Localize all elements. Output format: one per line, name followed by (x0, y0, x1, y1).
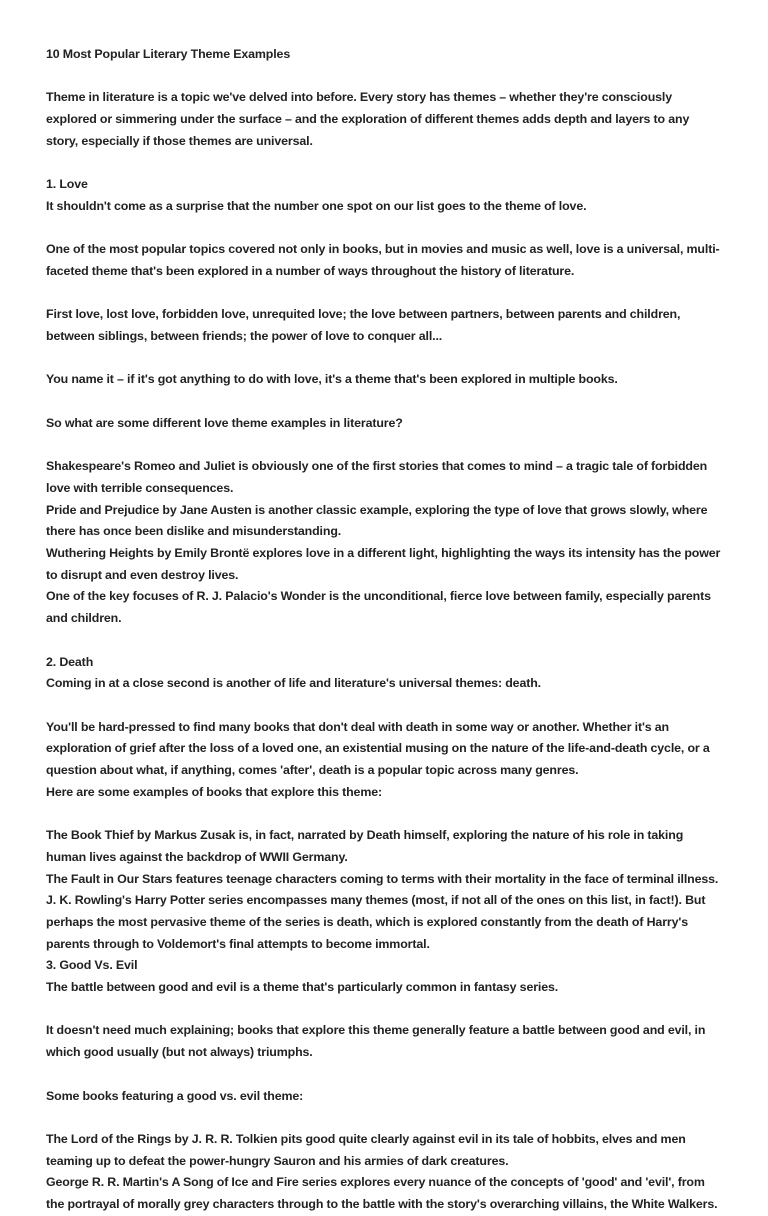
paragraph-love-popular-topics (46, 239, 724, 282)
paragraph-gap (46, 803, 724, 825)
paragraph-gap (46, 1107, 724, 1129)
list-good-evil-examples (46, 1129, 724, 1216)
section-lead: Coming in at a close second is another of life and literature's universal themes: death. (46, 676, 541, 691)
page-title: 10 Most Popular Literary Theme Examples (46, 47, 291, 61)
section-heading-death (46, 652, 724, 695)
paragraph-text: One of the most popular topics covered not only in books, but in movies and music as well, love is a universal, multi-faceted theme that's been explored in a number of ways throughout the history of literature. (46, 242, 720, 278)
paragraph-gap (46, 630, 724, 652)
list-item: Shakespeare's Romeo and Juliet is obviously one of the first stories that comes to mind – a tragic tale of forbidden love with terrible consequences. (46, 459, 711, 495)
list-item: One of the key focuses of R. J. Palacio's Wonder is the unconditional, fierce love between family, especially parents and children. (46, 589, 715, 626)
paragraph-gap (46, 391, 724, 413)
section-title: 3. Good Vs. Evil (46, 958, 138, 973)
section-heading-love (46, 174, 724, 217)
paragraph-text: It doesn't need much explaining; books that explore this theme generally feature a battle between good and evil, in which good usually (but not always) triumphs. (46, 1023, 709, 1060)
paragraph-text: So what are some different love theme examples in literature? (46, 415, 403, 430)
paragraph-love-question (46, 413, 724, 435)
section-lead: The battle between good and evil is a theme that's particularly common in fantasy series. (46, 980, 559, 995)
paragraph-love-you-name-it (46, 369, 724, 391)
paragraph-gap (46, 435, 724, 457)
paragraph-good-evil-lead-in (46, 1086, 724, 1108)
paragraph-text: Theme in literature is a topic we've delved into before. Every story has themes – whether they're consciously explored or simmering under the surface – and the exploration of different themes adds depth and layers to any story, especially if those themes are universal. (46, 90, 693, 148)
list-item: Wuthering Heights by Emily Brontë explores love in a different light, highlighting the ways its intensity has the power to disrupt and even destroy lives. (46, 546, 724, 582)
paragraph-gap (46, 218, 724, 240)
paragraph-text: You name it – if it's got anything to do with love, it's a theme that's been explored in multiple books. (46, 372, 618, 387)
section-title: 2. Death (46, 654, 94, 669)
paragraph-love-kinds (46, 304, 724, 347)
list-item: Pride and Prejudice by Jane Austen is another classic example, exploring the type of love that grows slowly, where there has once been dislike and misunderstanding. (46, 502, 711, 539)
paragraph-gap (46, 283, 724, 305)
list-love-examples (46, 456, 724, 630)
list-item: George R. R. Martin's A Song of Ice and Fire series explores every nuance of the concepts of 'good' and 'evil', from the portrayal of morally grey characters through to the battle with the story's overarching villains, the White Walkers. (46, 1175, 718, 1212)
section-lead: It shouldn't come as a surprise that the number one spot on our list goes to the theme of love. (46, 198, 587, 213)
list-item: The Lord of the Rings by J. R. R. Tolkien pits good quite clearly against evil in its tale of hobbits, elves and men teaming up to defeat the power-hungry Sauron and his armies of dark creatures. (46, 1131, 689, 1168)
paragraph-gap (46, 999, 724, 1021)
list-item: The Fault in Our Stars features teenage characters coming to terms with their mortality in the face of terminal illness. (46, 871, 719, 886)
document-body (46, 44, 724, 1216)
paragraph-text: Some books featuring a good vs. evil theme: (46, 1088, 304, 1103)
paragraph-gap (46, 348, 724, 370)
list-death-examples (46, 825, 724, 999)
list-item: J. K. Rowling's Harry Potter series encompasses many themes (most, if not all of the ones on this list, in fact!). But perhaps the most pervasive theme of the series is death, which is explored constantly from the death of Harry's parents through to Voldemort's final attempts to become immortal. (46, 893, 709, 951)
section-title: 1. Love (46, 177, 88, 192)
paragraph-text: You'll be hard-pressed to find many books that don't deal with death in some way or another. Whether it's an exploration of grief after the loss of a loved one, an existential musing on the nature of the life-and-death cycle, or a question about what, if anything, comes 'after', death is a popular topic across many genres. (46, 719, 713, 778)
paragraph-good-evil-explain (46, 1020, 724, 1063)
paragraph-gap (46, 695, 724, 717)
paragraph-text: First love, lost love, forbidden love, unrequited love; the love between partners, between parents and children, between siblings, between friends; the power of love to conquer all... (46, 307, 684, 344)
paragraph-intro (46, 87, 724, 152)
list-item: The Book Thief by Markus Zusak is, in fact, narrated by Death himself, exploring the nature of his role in taking human lives against the backdrop of WWII Germany. (46, 828, 687, 864)
paragraph-gap (46, 66, 724, 88)
paragraph-death-intro (46, 717, 724, 804)
list-lead-in: Here are some examples of books that explore this theme: (46, 784, 382, 799)
paragraph-gap (46, 153, 724, 175)
paragraph-gap (46, 1064, 724, 1086)
